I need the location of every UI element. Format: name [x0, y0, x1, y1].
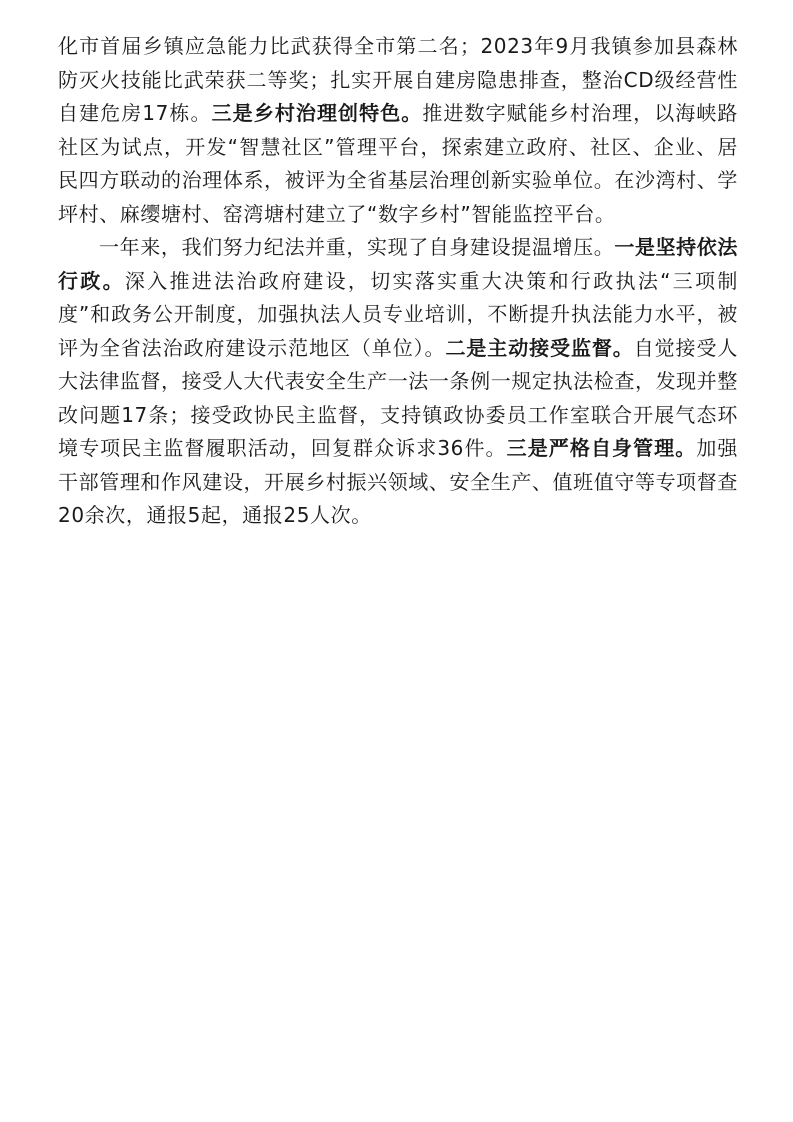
paragraph-2-heading-law-administration: 一是坚持依法行政。 [58, 235, 738, 293]
paragraph-2-heading-self-management: 三是严格自身管理。 [506, 436, 697, 460]
paragraph-2-text-2: 深入推进法治政府建设，切实落实重大决策和行政执法“三项制度”和政务公开制度，加强执法人员专业培训，不断提升执法能力水平，被评为全省法治政府建设示范地区（单位）。 [58, 268, 738, 360]
paragraph-1-heading-rural-governance: 三是乡村治理创特色。 [211, 101, 423, 125]
document-page [58, 30, 738, 533]
paragraph-2-heading-accept-supervision: 二是主动接受监督。 [445, 335, 634, 360]
paragraph-2-text-4: 加强干部管理和作风建设，开展乡村振兴领域、安全生产、值班值守等专项督查20余次，通报5起，通报25人次。 [58, 436, 739, 527]
paragraph-1-text-2: 推进数字赋能乡村治理，以海峡路社区为试点，开发“智慧社区”管理平台，探索建立政府、社区、企业、居民四方联动的治理体系，被评为全省基层治理创新实验单位。在沙湾村、学坪村、麻缨塘村、窑湾塘村建立了“数字乡村”智能监控平台。 [58, 101, 739, 226]
paragraph-1-text-1: 化市首届乡镇应急能力比武获得全市第二名；2023年9月我镇参加县森林防灭火技能比武荣获二等奖；扎实开展自建房隐患排查，整治CD级经营性自建危房17栋。 [58, 34, 738, 125]
paragraph-2-text-1: 一年来，我们努力纪法并重，实现了自身建设提温增压。 [99, 235, 615, 259]
paragraph-2 [58, 231, 738, 533]
paragraph-1 [58, 30, 738, 231]
paragraph-2-text-3: 自觉接受人大法律监督，接受人大代表安全生产一法一条例一规定执法检查，发现并整改问题17条；接受政协民主监督，支持镇政协委员工作室联合开展气态环境专项民主监督履职活动，回复群众诉求36件。 [58, 335, 738, 460]
